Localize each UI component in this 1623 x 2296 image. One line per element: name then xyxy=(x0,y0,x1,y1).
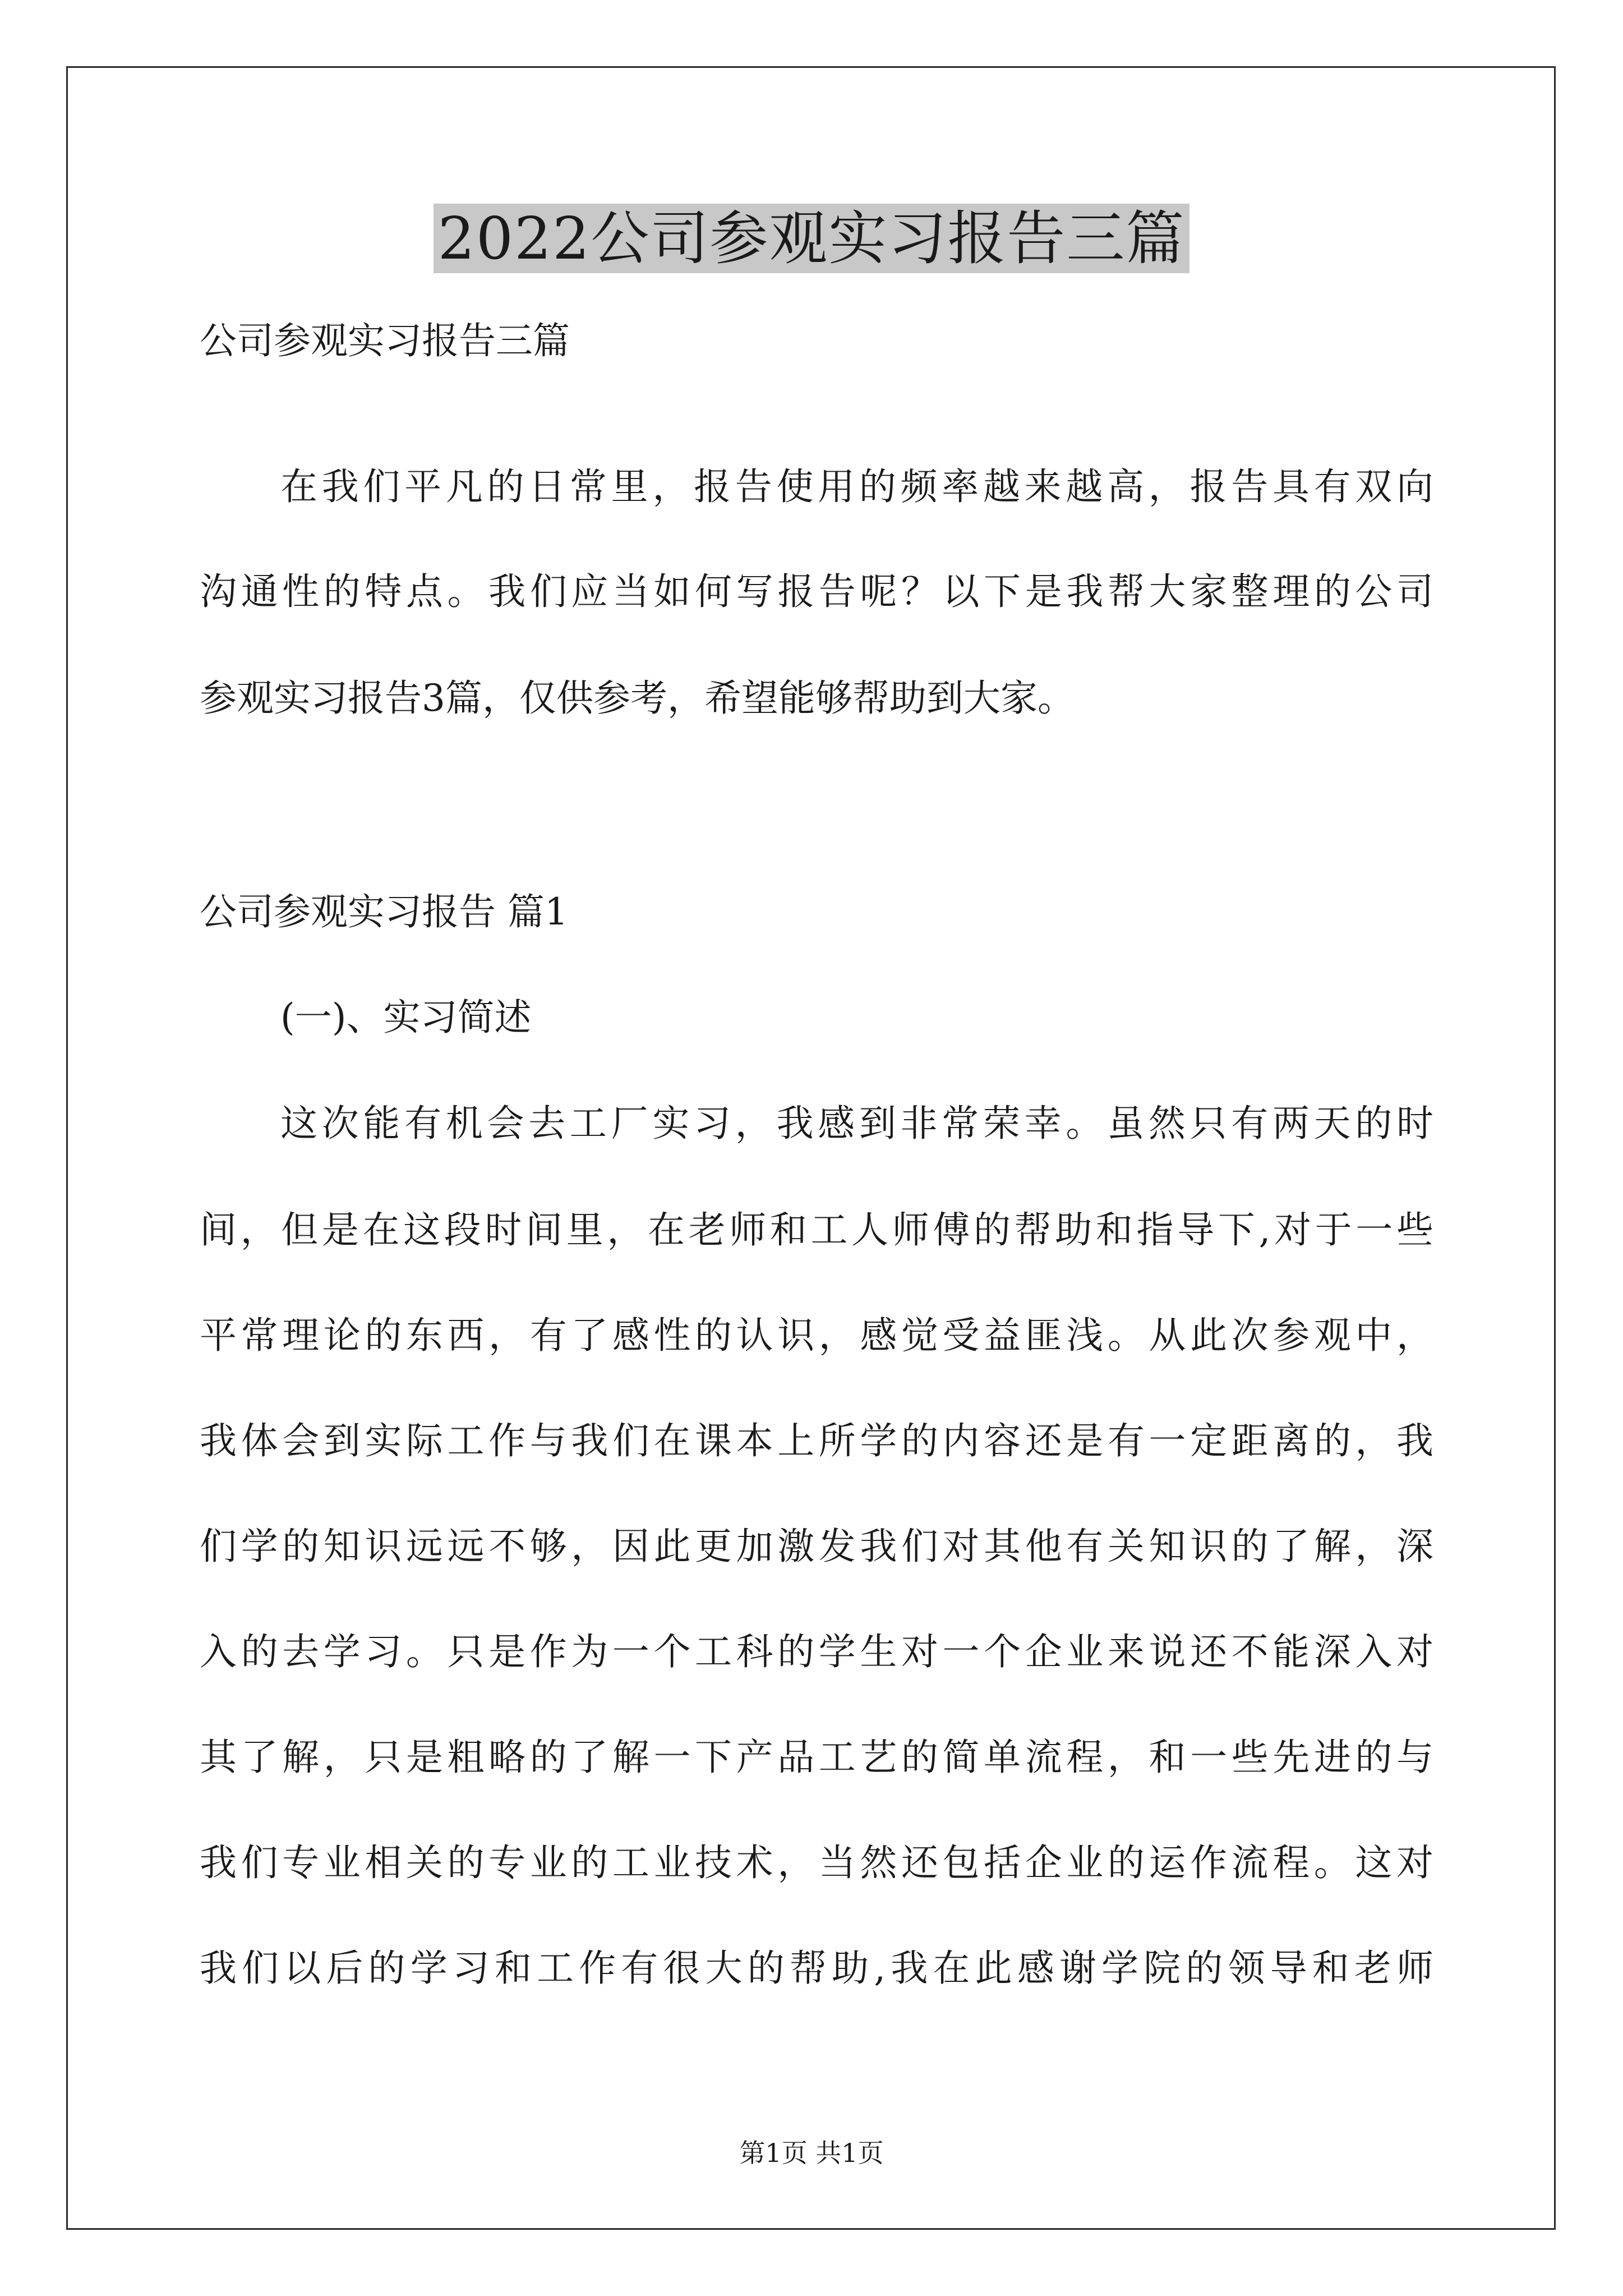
body-line: 我们专业相关的专业的工业技术，当然还包括企业的运作流程。这对 xyxy=(200,1841,1433,1884)
page-footer: 第1页 共1页 xyxy=(739,2138,884,2168)
body-line: 其了解，只是粗略的了解一下产品工艺的简单流程，和一些先进的与 xyxy=(200,1736,1433,1779)
body-line: 入的去学习。只是作为一个工科的学生对一个企业来说还不能深入对 xyxy=(200,1630,1433,1673)
intro-line: 在我们平凡的日常里，报告使用的频率越来越高，报告具有双向 xyxy=(280,465,1433,508)
body-line: 平常理论的东西，有了感性的认识，感觉受益匪浅。从此次参观中， xyxy=(200,1314,1433,1357)
body-line: 间，但是在这段时间里，在老师和工人师傅的帮助和指导下,对于一些 xyxy=(200,1208,1433,1251)
title-container xyxy=(0,204,1623,273)
document-subtitle: 公司参观实习报告三篇 xyxy=(200,319,570,362)
body-line: 我体会到实际工作与我们在课本上所学的内容还是有一定距离的，我 xyxy=(200,1419,1433,1462)
document-title: 2022公司参观实习报告三篇 xyxy=(434,204,1190,273)
sub-heading: (一)、实习简述 xyxy=(280,996,532,1039)
section-heading: 公司参观实习报告 篇1 xyxy=(200,890,568,933)
intro-line: 沟通性的特点。我们应当如何写报告呢？以下是我帮大家整理的公司 xyxy=(200,570,1433,613)
body-line: 这次能有机会去工厂实习，我感到非常荣幸。虽然只有两天的时 xyxy=(280,1102,1433,1145)
body-line: 们学的知识远远不够，因此更加激发我们对其他有关知识的了解，深 xyxy=(200,1525,1433,1568)
body-line: 我们以后的学习和工作有很大的帮助,我在此感谢学院的领导和老师 xyxy=(200,1947,1433,1990)
intro-line: 参观实习报告3篇，仅供参考，希望能够帮助到大家。 xyxy=(200,677,1075,720)
page-border xyxy=(66,66,1556,2230)
